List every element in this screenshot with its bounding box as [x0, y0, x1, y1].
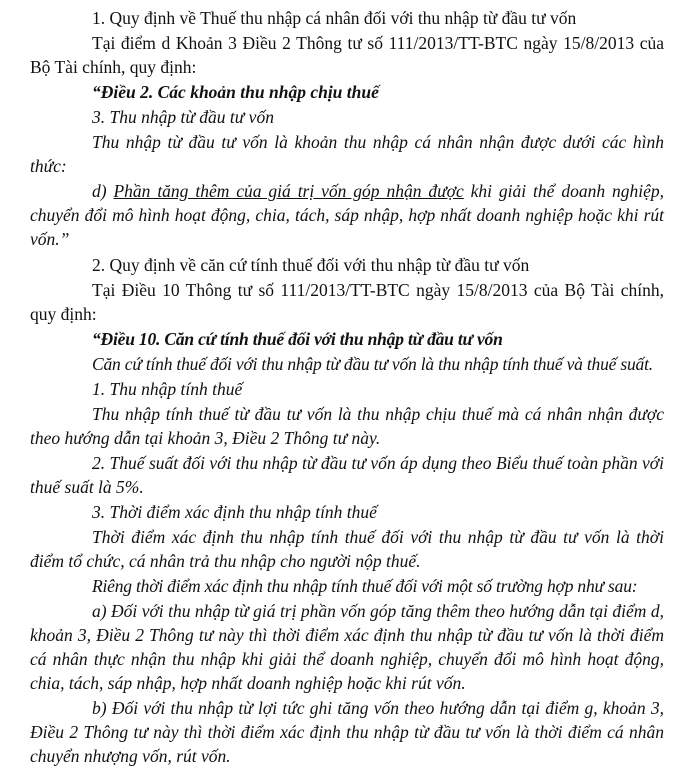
point-d-text [30, 179, 664, 251]
case-a-text: a) Đối với thu nhập từ giá trị phần vốn góp tăng thêm theo hướng dẫn tại điểm d, khoản 3, Điều 2 Thông tư này thì thời điểm xác định thu nhập từ đầu tư vốn là thời điểm cá nhân thực nhận thu nhập khi giải thể doanh nghiệp, chuyển đổi mô hình hoạt động, chia, tách, sáp nhập, hợp nhất doanh nghiệp hoặc khi rút vốn. [30, 601, 664, 693]
section-2-intro: Tại Điều 10 Thông tư số 111/2013/TT-BTC ngày 15/8/2013 của Bộ Tài chính, quy định: [30, 280, 664, 324]
item-1-text: Thu nhập tính thuế từ đầu tư vốn là thu nhập chịu thuế mà cá nhân nhận được theo hướng dẫn tại khoản 3, Điều 2 Thông tư này. [30, 404, 664, 448]
item-1-title: 1. Thu nhập tính thuế [92, 379, 243, 399]
article-10-title: “Điều 10. Căn cứ tính thuế đối với thu nhập từ đầu tư vốn [92, 329, 503, 349]
clause-3-text: Thu nhập từ đầu tư vốn là khoản thu nhập cá nhân nhận được dưới các hình thức: [30, 132, 664, 176]
clause-3-title: 3. Thu nhập từ đầu tư vốn [92, 107, 274, 127]
item-3-text: Thời điểm xác định thu nhập tính thuế đối với thu nhập từ đầu tư vốn là thời điểm tổ chức, cá nhân trả thu nhập cho người nộp thuế. [30, 527, 664, 571]
tax-basis-text: Căn cứ tính thuế đối với thu nhập từ đầu tư vốn là thu nhập tính thuế và thuế suất. [92, 354, 653, 374]
point-d-prefix: d) [92, 181, 114, 201]
section-1-intro: Tại điểm d Khoản 3 Điều 2 Thông tư số 111/2013/TT-BTC ngày 15/8/2013 của Bộ Tài chính, quy định: [30, 33, 664, 77]
point-d-underlined: Phần tăng thêm của giá trị vốn góp nhận được [113, 181, 464, 201]
point-d-rest: khi giải thể doanh nghiệp, chuyển đổi mô hình hoạt động, chia, tách, sáp nhập, hợp nhất doanh nghiệp hoặc khi rút vốn.” [30, 181, 664, 249]
item-2-text: 2. Thuế suất đối với thu nhập từ đầu tư vốn áp dụng theo Biểu thuế toàn phần với thuế suất là 5%. [30, 453, 664, 497]
section-2-heading: 2. Quy định về căn cứ tính thuế đối với thu nhập từ đầu tư vốn [92, 255, 530, 275]
special-cases-text: Riêng thời điểm xác định thu nhập tính thuế đối với một số trường hợp như sau: [92, 576, 638, 596]
section-1-heading: 1. Quy định về Thuế thu nhập cá nhân đối với thu nhập từ đầu tư vốn [92, 8, 577, 28]
article-2-title: “Điều 2. Các khoản thu nhập chịu thuế [92, 82, 379, 102]
item-3-title: 3. Thời điểm xác định thu nhập tính thuế [92, 502, 377, 522]
case-b-text: b) Đối với thu nhập từ lợi tức ghi tăng vốn theo hướng dẫn tại điểm g, khoản 3, Điều 2 Thông tư này thì thời điểm xác định thu nhập từ đầu tư vốn là thời điểm cá nhân chuyển nhượng vốn, rút vốn. [30, 698, 664, 766]
